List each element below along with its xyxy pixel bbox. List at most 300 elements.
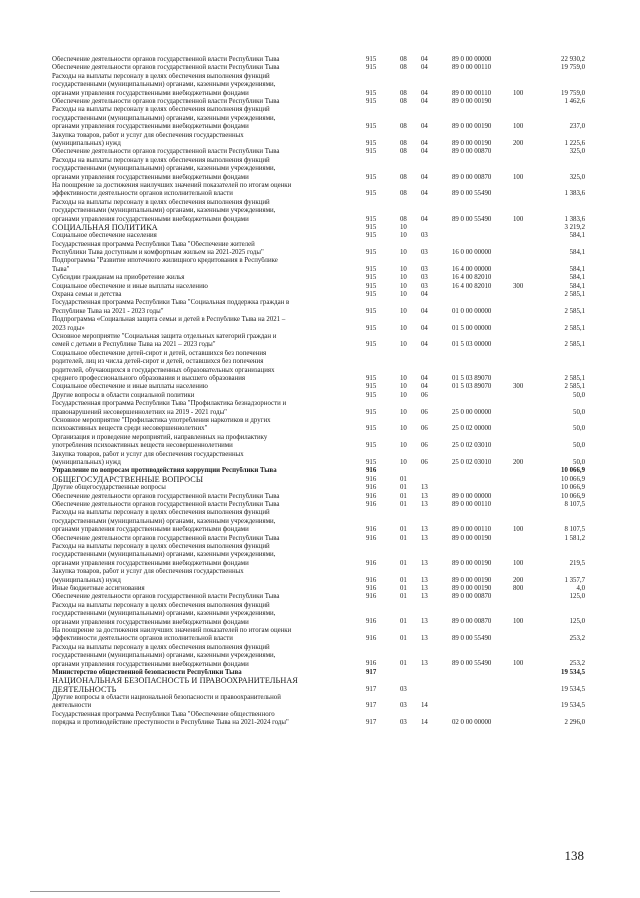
description-line: Обеспечение деятельности органов государственной власти Республики Тыва [52, 148, 280, 156]
description-line: Другие вопросы в области социальной политики [52, 391, 195, 399]
description-line: деятельности [52, 702, 92, 710]
row-description [52, 509, 364, 534]
target-article-code: 89 0 00 00190 [452, 123, 492, 131]
section-code: 10 [400, 442, 407, 450]
table-row [0, 232, 640, 240]
section-code: 01 [400, 660, 407, 668]
description-line: СОЦИАЛЬНАЯ ПОЛИТИКА [52, 223, 158, 232]
ministry-code: 915 [366, 391, 377, 399]
ministry-code: 916 [366, 484, 377, 492]
target-article-code: 16 4 00 82010 [452, 274, 492, 282]
target-article-code: 89 0 00 00870 [452, 593, 492, 601]
row-description [52, 644, 364, 669]
row-description [52, 274, 364, 282]
table-row [0, 182, 640, 199]
section-code: 08 [400, 190, 407, 198]
description-line: Иные бюджетные ассигнования [52, 584, 145, 592]
expense-type-code: 300 [513, 383, 524, 391]
row-description [52, 484, 364, 492]
target-article-code: 89 0 00 00190 [452, 584, 492, 592]
table-row [0, 568, 640, 585]
section-code: 01 [400, 500, 407, 508]
target-article-code: 89 0 00 55490 [452, 660, 492, 668]
subsection-code: 13 [421, 593, 428, 601]
description-line: ОБЩЕГОСУДАРСТВЕННЫЕ ВОПРОСЫ [52, 475, 204, 484]
ministry-code: 915 [366, 459, 377, 466]
row-description [52, 383, 364, 391]
table-row [0, 400, 640, 417]
section-code: 10 [400, 223, 407, 231]
expense-type-code: 100 [513, 215, 524, 223]
section-code: 08 [400, 148, 407, 156]
section-code: 08 [400, 64, 407, 72]
target-article-code: 89 0 00 00000 [452, 55, 492, 63]
subsection-code: 13 [421, 526, 428, 534]
ministry-code: 916 [366, 526, 377, 534]
ministry-code: 916 [366, 492, 377, 500]
target-article-code: 89 0 00 55490 [452, 190, 492, 198]
expense-type-code: 100 [513, 89, 524, 97]
description-line: психоактивных веществ среди несовершеннолетних" [52, 425, 208, 433]
amount: 584,1 [569, 265, 585, 273]
amount: 253,2 [569, 660, 585, 668]
description-line: Другие вопросы в области национальной безопасности и правоохранительной [52, 694, 281, 702]
ministry-code: 915 [366, 64, 377, 72]
expense-type-code: 100 [513, 526, 524, 534]
section-code: 10 [400, 307, 407, 315]
table-row [0, 350, 640, 384]
subsection-code: 14 [421, 719, 428, 727]
description-line: органами управления государственными внебюджетными фондами [52, 173, 249, 181]
description-line: Подпрограмма «Социальная защита семьи и детей в Республике Тыва на 2021 – [52, 316, 286, 324]
row-description [52, 224, 364, 232]
table-row [0, 669, 640, 677]
amount: 8 107,5 [564, 526, 585, 534]
row-description [52, 602, 364, 627]
table-row [0, 593, 640, 601]
description-line: органами управления государственными внебюджетными фондами [52, 618, 249, 626]
subsection-code: 04 [421, 139, 428, 147]
amount: 2 585,1 [564, 324, 585, 332]
target-article-code: 89 0 00 55490 [452, 635, 492, 643]
description-line: Республики Тыва доступным и комфортным жильем на 2021-2025 годы" [52, 249, 264, 257]
description-line: Социальное обеспечение детей-сирот и детей, оставшихся без попечения [52, 349, 267, 357]
description-line: Социальное обеспечение и иные выплаты населению [52, 383, 208, 391]
row-description [52, 232, 364, 240]
row-description [52, 182, 364, 199]
subsection-code: 04 [421, 190, 428, 198]
target-article-code: 01 5 03 89070 [452, 375, 492, 383]
description-line: порядка и противодействие преступности в Республике Тыва на 2021-2024 годы" [52, 719, 289, 727]
section-code: 01 [400, 593, 407, 601]
subsection-code: 06 [421, 459, 428, 466]
target-article-code: 25 0 00 00000 [452, 408, 492, 416]
budget-table [0, 56, 640, 728]
description-line: Расходы на выплаты персоналу в целях обеспечения выполнения функций [52, 106, 270, 114]
section-code: 01 [400, 475, 407, 483]
description-line: государственными (муниципальными) органами, казенными учреждениями, [52, 610, 276, 618]
amount: 253,2 [569, 635, 585, 643]
expense-type-code: 100 [513, 618, 524, 626]
subsection-code: 04 [421, 341, 428, 349]
description-line: (муниципальных) нужд [52, 139, 121, 147]
amount: 219,5 [569, 559, 585, 567]
description-line: Государственная программа Республики Тыва "Социальная поддержка граждан в [52, 299, 290, 307]
target-article-code: 89 0 00 00110 [452, 64, 492, 72]
subsection-code: 04 [421, 123, 428, 131]
target-article-code: 89 0 00 00000 [452, 492, 492, 500]
row-description [52, 257, 364, 274]
amount: 10 066,9 [561, 475, 585, 483]
ministry-code: 915 [366, 282, 377, 290]
table-row [0, 283, 640, 291]
description-line: 2023 годы» [52, 324, 85, 332]
subsection-code: 13 [421, 500, 428, 508]
description-line: (муниципальных) нужд [52, 576, 121, 584]
ministry-code: 916 [366, 635, 377, 643]
row-description [52, 434, 364, 451]
subsection-code: 04 [421, 173, 428, 181]
description-line: Расходы на выплаты персоналу в целях обеспечения выполнения функций [52, 542, 270, 550]
table-row [0, 644, 640, 669]
table-row [0, 257, 640, 274]
description-line: органами управления государственными внебюджетными фондами [52, 660, 249, 668]
target-article-code: 01 0 00 00000 [452, 307, 492, 315]
description-line: Другие общегосударственные вопросы [52, 484, 166, 492]
description-line: Обеспечение деятельности органов государственной власти Республики Тыва [52, 492, 280, 500]
table-row [0, 711, 640, 728]
amount: 125,0 [569, 593, 585, 601]
amount: 2 296,0 [564, 719, 585, 727]
section-code: 10 [400, 274, 407, 282]
description-line: Расходы на выплаты персоналу в целях обеспечения выполнения функций [52, 601, 270, 609]
row-description [52, 669, 364, 677]
subsection-code: 04 [421, 55, 428, 63]
amount: 2 585,1 [564, 341, 585, 349]
section-code: 03 [400, 719, 407, 727]
subsection-code: 13 [421, 618, 428, 626]
subsection-code: 04 [421, 383, 428, 391]
row-description [52, 157, 364, 182]
target-article-code: 25 0 02 03010 [452, 442, 492, 450]
section-code: 10 [400, 425, 407, 433]
description-line: Организация и проведение мероприятий, направленных на профилактику [52, 433, 268, 441]
description-line: Министерство общественной безопасности Республики Тыва [52, 668, 242, 676]
amount: 325,0 [569, 148, 585, 156]
row-description [52, 333, 364, 350]
amount: 1 581,2 [564, 534, 585, 542]
expense-type-code: 100 [513, 559, 524, 567]
row-description [52, 400, 364, 417]
row-description [52, 316, 364, 333]
table-row [0, 106, 640, 131]
table-row [0, 199, 640, 224]
row-description [52, 350, 364, 384]
row-description [52, 543, 364, 568]
expense-type-code: 200 [513, 459, 524, 466]
section-code: 10 [400, 408, 407, 416]
target-article-code: 89 0 00 00190 [452, 534, 492, 542]
subsection-code: 04 [421, 307, 428, 315]
table-row [0, 224, 640, 232]
amount: 584,1 [569, 249, 585, 257]
table-row [0, 484, 640, 492]
table-row [0, 694, 640, 711]
table-row [0, 299, 640, 316]
description-line: Расходы на выплаты персоналу в целях обеспечения выполнения функций [52, 72, 270, 80]
amount: 19 759,0 [561, 89, 585, 97]
section-code: 08 [400, 173, 407, 181]
description-line: Основное мероприятие "Социальная защита отдельных категорий граждан и [52, 333, 277, 341]
row-description [52, 199, 364, 224]
table-row [0, 493, 640, 501]
subsection-code: 13 [421, 484, 428, 492]
section-code: 10 [400, 249, 407, 257]
amount: 8 107,5 [564, 500, 585, 508]
row-description [52, 501, 364, 509]
description-line: Обеспечение деятельности органов государственной власти Республики Тыва [52, 534, 280, 542]
description-line: государственными (муниципальными) органами, казенными учреждениями, [52, 517, 276, 525]
table-row [0, 98, 640, 106]
section-code: 10 [400, 324, 407, 332]
description-line: Расходы на выплаты персоналу в целях обеспечения выполнения функций [52, 509, 270, 517]
ministry-code: 915 [366, 148, 377, 156]
description-line: органами управления государственными внебюджетными фондами [52, 526, 249, 534]
amount: 2 585,1 [564, 375, 585, 383]
description-line: Охрана семьи и детства [52, 291, 122, 299]
table-row [0, 602, 640, 627]
amount: 1 225,6 [564, 139, 585, 147]
description-line: употребления психоактивных веществ несовершеннолетними [52, 442, 233, 450]
section-code: 10 [400, 232, 407, 240]
subsection-code: 04 [421, 324, 428, 332]
table-row [0, 535, 640, 543]
ministry-code: 916 [366, 475, 377, 483]
amount: 50,0 [573, 425, 585, 433]
description-line: Расходы на выплаты персоналу в целях обеспечения выполнения функций [52, 156, 270, 164]
ministry-code: 915 [366, 190, 377, 198]
description-line: эффективности деятельности органов исполнительной власти [52, 190, 233, 198]
section-code: 01 [400, 618, 407, 626]
ministry-code: 915 [366, 89, 377, 97]
ministry-code: 916 [366, 559, 377, 567]
row-description [52, 585, 364, 593]
row-description [52, 148, 364, 156]
target-article-code: 16 4 00 00000 [452, 265, 492, 273]
target-article-code: 89 0 00 00870 [452, 148, 492, 156]
section-code: 10 [400, 341, 407, 349]
target-article-code: 89 0 00 00190 [452, 97, 492, 105]
ministry-code: 916 [366, 576, 377, 584]
description-line: родителей, обучающихся в государственных образовательных организациях [52, 366, 275, 374]
expense-type-code: 800 [513, 584, 524, 592]
section-code: 08 [400, 139, 407, 147]
subsection-code: 04 [421, 89, 428, 97]
table-row [0, 383, 640, 391]
table-row [0, 291, 640, 299]
description-line: (муниципальных) нужд [52, 459, 121, 467]
row-description [52, 73, 364, 98]
row-description [52, 627, 364, 644]
description-line: Подпрограмма "Развитие ипотечного жилищного кредитования в Республике [52, 257, 278, 265]
section-code: 08 [400, 89, 407, 97]
ministry-code: 915 [366, 274, 377, 282]
table-row [0, 392, 640, 400]
section-code: 08 [400, 215, 407, 223]
table-row [0, 434, 640, 451]
subsection-code: 03 [421, 249, 428, 257]
amount: 10 066,9 [561, 484, 585, 492]
ministry-code: 915 [366, 307, 377, 315]
section-code: 10 [400, 459, 407, 466]
table-row [0, 241, 640, 258]
section-code: 10 [400, 391, 407, 399]
ministry-code: 915 [366, 173, 377, 181]
row-description [52, 568, 364, 585]
target-article-code: 01 5 03 89070 [452, 383, 492, 391]
row-description [52, 451, 364, 468]
description-line: среднего профессионального образования и высшего образования [52, 375, 246, 383]
section-code: 01 [400, 559, 407, 567]
ministry-code: 915 [366, 223, 377, 231]
description-line: государственными (муниципальными) органами, казенными учреждениями, [52, 551, 276, 559]
subsection-code: 06 [421, 425, 428, 433]
amount: 50,0 [573, 408, 585, 416]
description-line: Республике Тыва на 2021 - 2023 годы" [52, 307, 164, 315]
description-line: эффективности деятельности органов исполнительной власти [52, 635, 233, 643]
table-row [0, 56, 640, 64]
subsection-code: 04 [421, 64, 428, 72]
table-row [0, 132, 640, 149]
table-row [0, 333, 640, 350]
description-line: Расходы на выплаты персоналу в целях обеспечения выполнения функций [52, 643, 270, 651]
ministry-code: 915 [366, 265, 377, 273]
subsection-code: 04 [421, 97, 428, 105]
section-code: 03 [400, 702, 407, 710]
target-article-code: 89 0 00 00190 [452, 559, 492, 567]
table-row [0, 677, 640, 694]
table-row [0, 585, 640, 593]
row-description [52, 56, 364, 64]
subsection-code: 04 [421, 215, 428, 223]
target-article-code: 89 0 00 00190 [452, 139, 492, 147]
row-description [52, 535, 364, 543]
amount: 10 066,9 [561, 492, 585, 500]
expense-type-code: 100 [513, 123, 524, 131]
amount: 1 357,7 [564, 576, 585, 584]
table-row [0, 316, 640, 333]
table-row [0, 148, 640, 156]
section-code: 08 [400, 55, 407, 63]
target-article-code: 89 0 00 00110 [452, 526, 492, 534]
amount: 19 534,5 [561, 702, 585, 710]
table-row [0, 501, 640, 509]
description-line: Социальное обеспечение и иные выплаты населению [52, 282, 208, 290]
subsection-code: 13 [421, 534, 428, 542]
amount: 50,0 [573, 442, 585, 450]
ministry-code: 916 [366, 593, 377, 601]
ministry-code: 917 [366, 668, 377, 676]
description-line: Обеспечение деятельности органов государственной власти Республики Тыва [52, 56, 280, 63]
ministry-code: 916 [366, 660, 377, 668]
amount: 19 534,5 [561, 668, 585, 676]
row-description [52, 291, 364, 299]
description-line: Основное мероприятие "Профилактика употребления наркотиков и других [52, 417, 271, 425]
amount: 1 383,6 [564, 190, 585, 198]
amount: 125,0 [569, 618, 585, 626]
amount: 584,1 [569, 232, 585, 240]
description-line: Обеспечение деятельности органов государственной власти Республики Тыва [52, 97, 280, 105]
section-code: 10 [400, 282, 407, 290]
amount: 19 759,0 [561, 64, 585, 72]
description-line: Управление по вопросам противодействия коррупции Республики Тыва [52, 467, 277, 475]
description-line: государственными (муниципальными) органами, казенными учреждениями, [52, 81, 276, 89]
description-line: НАЦИОНАЛЬНАЯ БЕЗОПАСНОСТЬ И ПРАВООХРАНИТЕЛЬНАЯ [52, 677, 298, 686]
table-row [0, 451, 640, 468]
table-row [0, 157, 640, 182]
subsection-code: 14 [421, 702, 428, 710]
row-description [52, 417, 364, 434]
amount: 22 930,2 [561, 55, 585, 63]
ministry-code: 916 [366, 534, 377, 542]
description-line: родителей, лиц из числа детей-сирот и детей, оставшихся без попечения [52, 358, 264, 366]
description-line: Тыва" [52, 265, 70, 273]
description-line: Государственная программа Республики Тыва "Обеспечение общественного [52, 710, 275, 718]
table-row [0, 467, 640, 475]
subsection-code: 04 [421, 148, 428, 156]
table-row [0, 274, 640, 282]
table-row [0, 476, 640, 484]
description-line: Обеспечение деятельности органов государственной власти Республики Тыва [52, 64, 280, 72]
ministry-code: 916 [366, 618, 377, 626]
section-code: 10 [400, 291, 407, 299]
amount: 1 383,6 [564, 215, 585, 223]
footer-rule [30, 891, 280, 892]
ministry-code: 916 [366, 467, 377, 475]
description-line: ДЕЯТЕЛЬНОСТЬ [52, 685, 117, 694]
subsection-code: 13 [421, 559, 428, 567]
description-line: государственными (муниципальными) органами, казенными учреждениями, [52, 114, 276, 122]
expense-type-code: 200 [513, 576, 524, 584]
subsection-code: 06 [421, 408, 428, 416]
subsection-code: 13 [421, 492, 428, 500]
subsection-code: 03 [421, 265, 428, 273]
section-code: 01 [400, 492, 407, 500]
subsection-code: 13 [421, 635, 428, 643]
ministry-code: 915 [366, 324, 377, 332]
expense-type-code: 200 [513, 139, 524, 147]
description-line: Закупка товаров, работ и услуг для обеспечения государственных [52, 131, 244, 139]
subsection-code: 04 [421, 375, 428, 383]
expense-type-code: 100 [513, 660, 524, 668]
amount: 237,0 [569, 123, 585, 131]
amount: 50,0 [573, 459, 585, 466]
section-code: 10 [400, 265, 407, 273]
ministry-code: 915 [366, 341, 377, 349]
amount: 3 219,2 [564, 223, 585, 231]
target-article-code: 25 0 02 00000 [452, 425, 492, 433]
amount: 10 066,9 [561, 467, 585, 475]
row-description [52, 467, 364, 475]
subsection-code: 13 [421, 660, 428, 668]
table-row [0, 509, 640, 534]
ministry-code: 915 [366, 442, 377, 450]
ministry-code: 916 [366, 584, 377, 592]
ministry-code: 917 [366, 719, 377, 727]
description-line: Социальное обеспечение населения [52, 232, 157, 240]
description-line: Обеспечение деятельности органов государственной власти Республики Тыва [52, 500, 280, 508]
target-article-code: 89 0 00 00110 [452, 500, 492, 508]
